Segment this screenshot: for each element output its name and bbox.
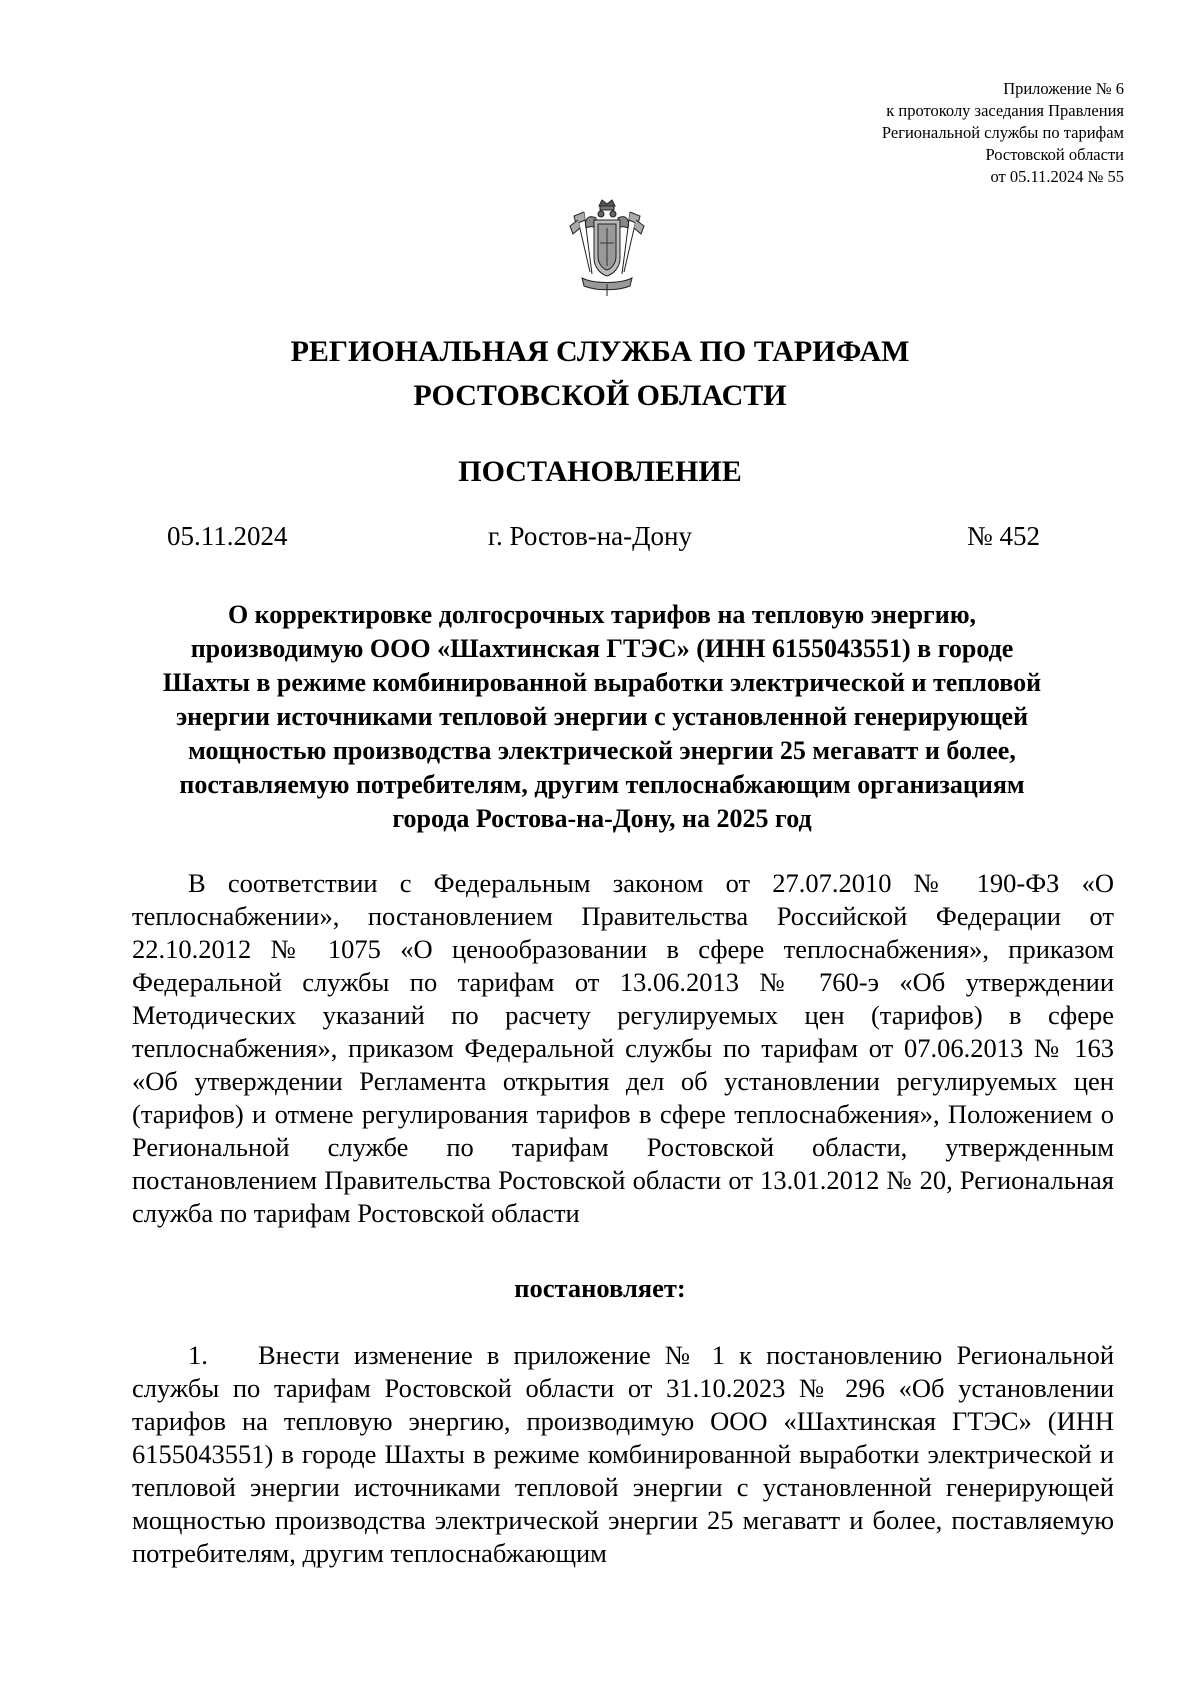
subject-line: О корректировке долгосрочных тарифов на тепловую энергию, (227, 600, 977, 629)
item-text: Внести изменение в приложение № 1 к постановлению Региональной службы по тарифам Ростовской области от 31.10.2023 № 296 «Об установлении тарифов на тепловую энергию, производимую ООО «Шахтинская ГТЭС» (ИНН 6155043551) в городе Шахты в режиме комбинированной выработки электрической и тепловой энергии источниками тепловой энергии с установленной генерирующей мощностью производства электрической энергии 25 мегаватт и более, поставляемую потребителям, другим теплоснабжающим (132, 1340, 1114, 1568)
document-number: № 452 (966, 521, 1040, 551)
appendix-line: Региональной службы по тарифам (881, 123, 1124, 142)
decree-item (132, 1339, 1114, 1570)
preamble-paragraph: В соответствии с Федеральным законом от 27.07.2010 № 190-ФЗ «О теплоснабжении», постановлением Правительства Российской Федерации от 22.10.2012 № 1075 «О ценообразовании в сфере теплоснабжения», приказом Федеральной службы по тарифам от 13.06.2013 № 760-э «Об утверждении Методических указаний по расчету регулируемых цен (тарифов) в сфере теплоснабжения», приказом Федеральной службы по тарифам от 07.06.2013 № 163 «Об утверждении Регламента открытия дел об установлении регулируемых цен (тарифов) и отмене регулирования тарифов в сфере теплоснабжения», Положением о Региональной службе по тарифам Ростовской области, утвержденным постановлением Правительства Ростовской области от 13.01.2012 № 20, Региональная служба по тарифам Ростовской области (132, 868, 1114, 1228)
subject-line: города Ростова-на-Дону, на 2025 год (392, 804, 812, 833)
appendix-line: от 05.11.2024 № 55 (990, 167, 1124, 186)
document-subject (132, 598, 1072, 836)
appendix-line: Приложение № 6 (1003, 79, 1124, 98)
appendix-note (882, 78, 1124, 188)
decree-word: постановляет: (514, 1273, 686, 1303)
subject-line: Шахты в режиме комбинированной выработки электрической и тепловой (162, 668, 1042, 697)
subject-line: поставляемую потребителям, другим теплоснабжающим организациям (179, 770, 1025, 799)
document-date: 05.11.2024 (167, 521, 288, 551)
item-number: 1. (188, 1340, 208, 1370)
organization-line: РОСТОВСКОЙ ОБЛАСТИ (413, 379, 787, 412)
organization-line: РЕГИОНАЛЬНАЯ СЛУЖБА ПО ТАРИФАМ (290, 335, 910, 368)
organization-name (0, 330, 1200, 418)
appendix-line: к протоколу заседания Правления (886, 101, 1124, 120)
appendix-line: Ростовской области (985, 145, 1124, 164)
subject-line: производимую ООО «Шахтинская ГТЭС» (ИНН 6155043551) в городе (190, 634, 1014, 663)
document-city: г. Ростов-на-Дону (488, 521, 693, 551)
subject-line: энергии источниками тепловой энергии с установленной генерирующей (175, 702, 1029, 731)
subject-line: мощностью производства электрической энергии 25 мегаватт и более, (188, 736, 1016, 765)
coat-of-arms-icon (566, 198, 648, 298)
document-type: ПОСТАНОВЛЕНИЕ (458, 455, 742, 488)
